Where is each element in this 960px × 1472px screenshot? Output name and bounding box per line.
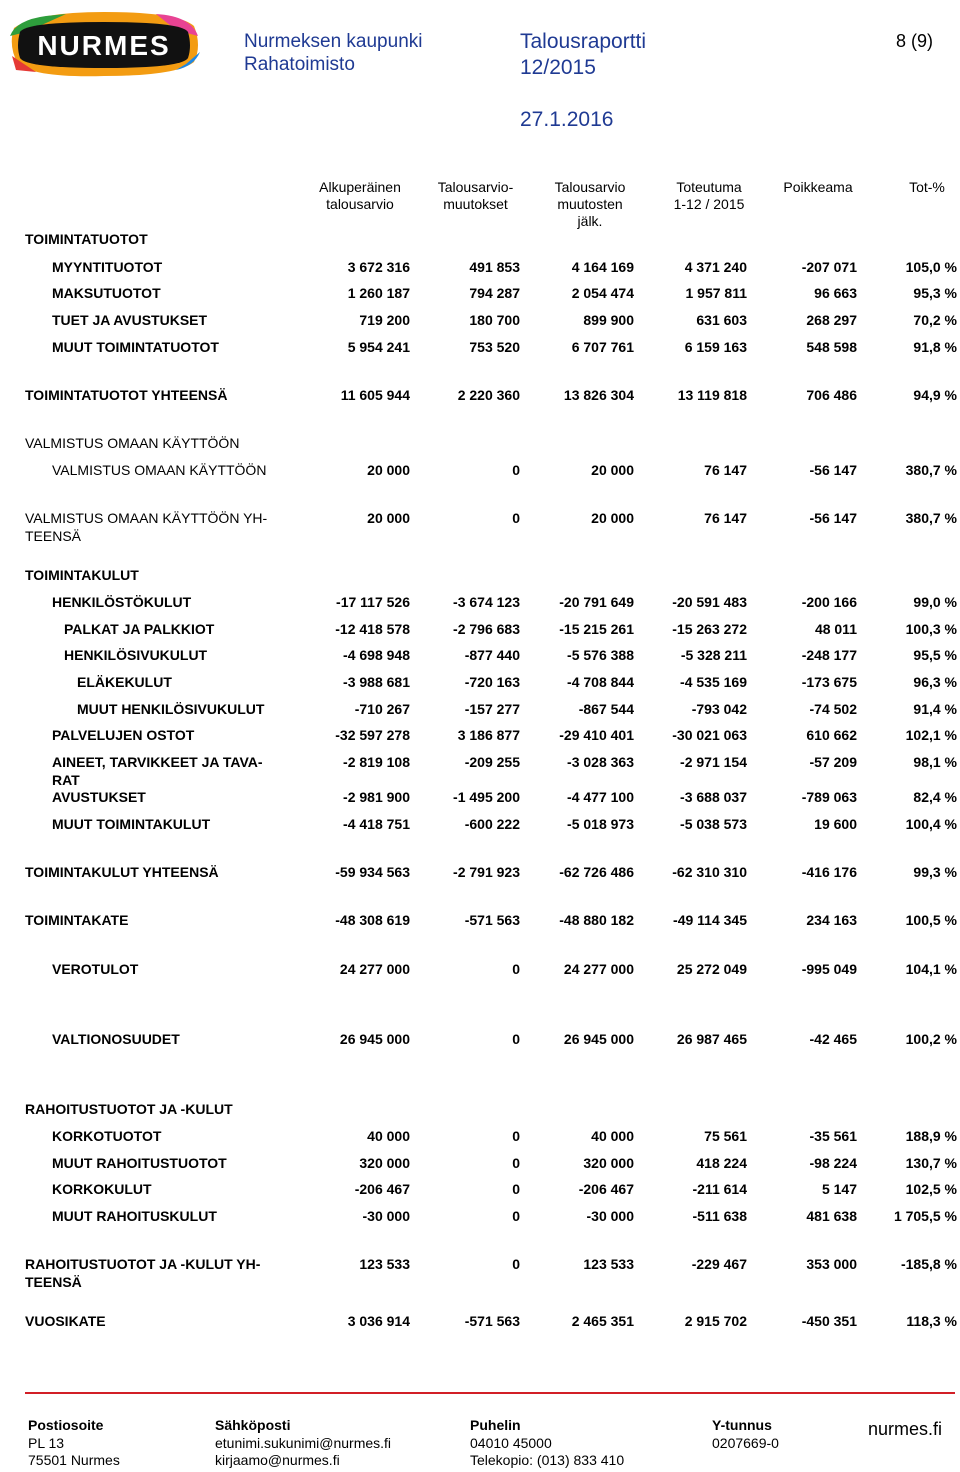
cell-budget-changes: 180 700 [469, 312, 520, 328]
cell-percent: 100,5 % [905, 912, 957, 928]
row-label: KORKOTUOTOT [52, 1128, 162, 1144]
row-label: TOIMINTAKULUT YHTEENSÄ [25, 864, 219, 880]
table-row [0, 1207, 960, 1225]
cell-budget-after-changes: -5 576 388 [567, 647, 634, 663]
cell-actual: 25 272 049 [676, 961, 747, 977]
cell-budget-after-changes: 20 000 [591, 510, 634, 526]
table-row [0, 815, 960, 833]
cell-deviation: -995 049 [801, 961, 857, 977]
cell-budget-changes: 753 520 [469, 339, 520, 355]
cell-percent: 102,1 % [905, 727, 957, 743]
cell-budget-changes: -1 495 200 [453, 789, 520, 805]
footer-ytunnus-value: 0207669-0 [712, 1435, 779, 1451]
cell-actual: 4 371 240 [684, 259, 747, 275]
cell-original-budget: 40 000 [367, 1128, 410, 1144]
table-row [0, 726, 960, 744]
footer-website-link[interactable]: nurmes.fi [868, 1419, 943, 1439]
cell-deviation: 234 163 [806, 912, 857, 928]
cell-actual: 76 147 [704, 510, 747, 526]
row-label: MYYNTITUOTOT [52, 259, 163, 275]
report-period: 12/2015 [520, 56, 596, 79]
cell-budget-changes: -209 255 [464, 754, 520, 770]
row-label: MUUT TOIMINTATUOTOT [52, 339, 219, 355]
cell-percent: 82,4 % [913, 789, 957, 805]
cell-budget-changes: -2 791 923 [453, 864, 520, 880]
cell-deviation: -248 177 [801, 647, 857, 663]
dept-name: Rahatoimisto [244, 54, 355, 75]
cell-actual: 6 159 163 [684, 339, 747, 355]
cell-budget-after-changes: -4 477 100 [567, 789, 634, 805]
cell-percent: 380,7 % [905, 462, 957, 478]
section-title-toimintatuotot: TOIMINTATUOTOT [25, 231, 148, 247]
cell-budget-after-changes: -29 410 401 [559, 727, 634, 743]
cell-deviation: -98 224 [809, 1155, 857, 1171]
cell-original-budget: 719 200 [359, 312, 410, 328]
col-header-original-budget: Alkuperäinen talousarvio [319, 179, 401, 212]
cell-deviation: -74 502 [809, 701, 857, 717]
cell-budget-after-changes: -15 215 261 [559, 621, 634, 637]
cell-actual: 1 957 811 [685, 285, 747, 301]
footer-phone-line1: 04010 45000 [470, 1435, 552, 1451]
cell-percent: -185,8 % [900, 1256, 957, 1272]
row-label: HENKILÖSTÖKULUT [52, 594, 192, 610]
cell-original-budget: 26 945 000 [339, 1031, 410, 1047]
footer-rule [25, 1392, 955, 1394]
cell-original-budget: -48 308 619 [335, 912, 410, 928]
cell-deviation: -56 147 [809, 462, 857, 478]
col-header-budget-after-changes: Talousarvio muutosten jälk. [554, 179, 626, 229]
cell-actual: -793 042 [691, 701, 747, 717]
cell-budget-after-changes: 24 277 000 [563, 961, 634, 977]
report-date: 27.1.2016 [520, 108, 614, 131]
cell-original-budget: -4 418 751 [343, 816, 410, 832]
table-row [0, 593, 960, 611]
col-header-deviation: Poikkeama [783, 179, 853, 195]
col-header-budget-changes: Talousarvio- muutokset [437, 179, 514, 212]
cell-original-budget: -59 934 563 [335, 864, 410, 880]
cell-budget-changes: 0 [512, 462, 520, 478]
cell-percent: 105,0 % [905, 259, 957, 275]
cell-budget-changes: 0 [512, 510, 520, 526]
cell-original-budget: -12 418 578 [335, 621, 410, 637]
cell-original-budget: 123 533 [359, 1256, 410, 1272]
cell-original-budget: 320 000 [359, 1155, 410, 1171]
row-label: PALVELUJEN OSTOT [52, 727, 195, 743]
row-label: VALMISTUS OMAAN KÄYTTÖÖN [25, 435, 240, 451]
cell-budget-changes: -571 563 [464, 912, 520, 928]
cell-original-budget: -2 819 108 [343, 754, 410, 770]
table-row [0, 386, 960, 404]
col-header-percent: Tot-% [909, 179, 945, 195]
table-row [0, 673, 960, 691]
cell-budget-after-changes: -3 028 363 [567, 754, 634, 770]
cell-percent: 100,3 % [905, 621, 957, 637]
cell-actual: -2 971 154 [680, 754, 747, 770]
table-row [0, 620, 960, 638]
row-label: VALMISTUS OMAAN KÄYTTÖÖN [52, 462, 267, 478]
cell-percent: 104,1 % [905, 961, 957, 977]
cell-actual: -4 535 169 [680, 674, 747, 690]
cell-budget-changes: 0 [512, 1031, 520, 1047]
table-row [0, 1127, 960, 1145]
cell-budget-after-changes: -48 880 182 [559, 912, 634, 928]
cell-budget-after-changes: 2 465 351 [571, 1313, 634, 1329]
cell-percent: 94,9 % [913, 387, 957, 403]
cell-original-budget: 1 260 187 [347, 285, 410, 301]
row-label: VALTIONOSUUDET [52, 1031, 180, 1047]
cell-actual: 76 147 [704, 462, 747, 478]
cell-budget-after-changes: 4 164 169 [571, 259, 634, 275]
col-header-actual: Toteutuma 1-12 / 2015 [673, 179, 745, 212]
cell-deviation: -450 351 [801, 1313, 857, 1329]
cell-original-budget: -3 988 681 [343, 674, 410, 690]
table-row [0, 700, 960, 718]
table-row [0, 1312, 960, 1330]
table-row [0, 338, 960, 356]
row-label-continuation: RAT [52, 772, 80, 788]
cell-actual: -15 263 272 [672, 621, 747, 637]
cell-original-budget: -206 467 [354, 1181, 410, 1197]
table-row [0, 509, 960, 544]
cell-budget-changes: 0 [512, 1155, 520, 1171]
cell-budget-after-changes: 320 000 [583, 1155, 634, 1171]
cell-deviation: -207 071 [801, 259, 857, 275]
cell-actual: 26 987 465 [676, 1031, 747, 1047]
cell-budget-changes: -600 222 [464, 816, 520, 832]
cell-budget-changes: 3 186 877 [457, 727, 520, 743]
row-label: HENKILÖSIVUKULUT [64, 647, 208, 663]
cell-actual: -62 310 310 [672, 864, 747, 880]
cell-percent: 98,1 % [913, 754, 957, 770]
cell-deviation: -56 147 [809, 510, 857, 526]
cell-percent: 100,2 % [905, 1031, 957, 1047]
cell-deviation: 96 663 [814, 285, 857, 301]
footer-email-line2[interactable]: kirjaamo@nurmes.fi [215, 1452, 340, 1468]
table-row [0, 461, 960, 479]
table-row [0, 1030, 960, 1048]
cell-budget-after-changes: -30 000 [586, 1208, 634, 1224]
cell-budget-changes: 0 [512, 1208, 520, 1224]
cell-percent: 188,9 % [905, 1128, 957, 1144]
cell-original-budget: 24 277 000 [339, 961, 410, 977]
cell-actual: -30 021 063 [672, 727, 747, 743]
cell-original-budget: -710 267 [354, 701, 410, 717]
cell-budget-changes: 491 853 [469, 259, 520, 275]
table-row [0, 566, 960, 584]
cell-deviation: 48 011 [814, 621, 857, 637]
table-row [0, 1180, 960, 1198]
cell-deviation: -42 465 [809, 1031, 857, 1047]
footer-phone-heading: Puhelin [470, 1417, 521, 1433]
cell-budget-changes: -2 796 683 [453, 621, 520, 637]
cell-budget-after-changes: 123 533 [583, 1256, 634, 1272]
cell-budget-changes: -571 563 [464, 1313, 520, 1329]
cell-original-budget: 20 000 [367, 510, 410, 526]
row-label: VEROTULOT [52, 961, 139, 977]
cell-deviation: -789 063 [801, 789, 857, 805]
cell-original-budget: -30 000 [362, 1208, 410, 1224]
table-row [0, 1100, 960, 1118]
cell-percent: 100,4 % [905, 816, 957, 832]
row-label: KORKOKULUT [52, 1181, 152, 1197]
cell-budget-changes: -3 674 123 [453, 594, 520, 610]
cell-actual: -511 638 [692, 1208, 747, 1224]
cell-budget-after-changes: 2 054 474 [571, 285, 634, 301]
footer-email-line1[interactable]: etunimi.sukunimi@nurmes.fi [215, 1435, 392, 1451]
cell-percent: 102,5 % [905, 1181, 957, 1197]
cell-original-budget: -4 698 948 [343, 647, 410, 663]
cell-percent: 99,3 % [913, 864, 957, 880]
cell-original-budget: 20 000 [367, 462, 410, 478]
cell-budget-changes: -157 277 [464, 701, 520, 717]
cell-original-budget: -2 981 900 [343, 789, 410, 805]
cell-actual: -49 114 345 [673, 912, 747, 928]
cell-budget-after-changes: -206 467 [578, 1181, 634, 1197]
cell-original-budget: 3 036 914 [347, 1313, 410, 1329]
row-label: TOIMINTAKATE [25, 912, 129, 928]
cell-deviation: 481 638 [806, 1208, 857, 1224]
cell-actual: 2 915 702 [684, 1313, 747, 1329]
cell-percent: 380,7 % [905, 510, 957, 526]
cell-budget-after-changes: 13 826 304 [563, 387, 634, 403]
cell-budget-changes: 0 [512, 1256, 520, 1272]
row-label-continuation: TEENSÄ [25, 528, 82, 544]
cell-budget-after-changes: 40 000 [591, 1128, 634, 1144]
cell-budget-changes: 0 [512, 1181, 520, 1197]
row-label: MUUT RAHOITUSKULUT [52, 1208, 217, 1224]
page-number: 8 (9) [896, 31, 934, 51]
footer-phone-line2: Telekopio: (013) 833 410 [470, 1452, 625, 1468]
cell-budget-after-changes: -867 544 [578, 701, 634, 717]
cell-deviation: 5 147 [821, 1181, 857, 1197]
table-row [0, 960, 960, 978]
cell-deviation: 19 600 [814, 816, 857, 832]
cell-budget-changes: -877 440 [464, 647, 520, 663]
table-row [0, 911, 960, 929]
cell-original-budget: 11 605 944 [340, 387, 410, 403]
row-label: TOIMINTAKULUT [25, 567, 139, 583]
cell-percent: 91,4 % [913, 701, 957, 717]
footer-postiosoite-line2: 75501 Nurmes [28, 1452, 120, 1468]
cell-budget-changes: 2 220 360 [457, 387, 520, 403]
cell-budget-changes: 0 [512, 961, 520, 977]
row-label: TUET JA AVUSTUKSET [52, 312, 208, 328]
cell-actual: -3 688 037 [680, 789, 747, 805]
row-label: MAKSUTUOTOT [52, 285, 161, 301]
cell-budget-after-changes: -20 791 649 [559, 594, 634, 610]
cell-actual: 631 603 [696, 312, 747, 328]
cell-deviation: -35 561 [809, 1128, 857, 1144]
row-label: MUUT TOIMINTAKULUT [52, 816, 211, 832]
nurmes-logo [6, 6, 202, 82]
table-row [0, 434, 960, 452]
cell-budget-after-changes: 6 707 761 [571, 339, 634, 355]
cell-actual: -229 467 [691, 1256, 747, 1272]
cell-percent: 96,3 % [913, 674, 957, 690]
cell-original-budget: 5 954 241 [347, 339, 410, 355]
cell-budget-after-changes: 20 000 [591, 462, 634, 478]
report-title: Talousraportti [520, 30, 647, 53]
cell-actual: 75 561 [704, 1128, 747, 1144]
footer-postiosoite-heading: Postiosoite [28, 1417, 104, 1433]
cell-original-budget: -17 117 526 [336, 594, 410, 610]
cell-percent: 70,2 % [913, 312, 957, 328]
table-row [0, 1255, 960, 1290]
table-row [0, 258, 960, 276]
row-label-continuation: TEENSÄ [25, 1274, 82, 1290]
table-row [0, 311, 960, 329]
org-name: Nurmeksen kaupunki [244, 31, 423, 52]
cell-percent: 99,0 % [913, 594, 957, 610]
table-row [0, 1154, 960, 1172]
row-label: AINEET, TARVIKKEET JA TAVA- [52, 754, 263, 770]
cell-actual: 418 224 [696, 1155, 747, 1171]
cell-budget-after-changes: 26 945 000 [563, 1031, 634, 1047]
cell-percent: 118,3 % [906, 1313, 957, 1329]
cell-original-budget: 3 672 316 [347, 259, 410, 275]
row-label: AVUSTUKSET [52, 789, 146, 805]
row-label: ELÄKEKULUT [77, 674, 172, 690]
cell-deviation: 353 000 [806, 1256, 857, 1272]
cell-budget-after-changes: -4 708 844 [567, 674, 634, 690]
cell-actual: -5 038 573 [680, 816, 747, 832]
cell-actual: 13 119 818 [677, 387, 747, 403]
footer-email-heading: Sähköposti [215, 1417, 291, 1433]
row-label: PALKAT JA PALKKIOT [64, 621, 215, 637]
cell-percent: 95,3 % [913, 285, 957, 301]
logo-text: NURMES [37, 30, 171, 61]
table-row [0, 284, 960, 302]
row-label: RAHOITUSTUOTOT JA -KULUT [25, 1101, 233, 1117]
cell-budget-after-changes: 899 900 [583, 312, 634, 328]
cell-deviation: 548 598 [806, 339, 857, 355]
cell-actual: -20 591 483 [672, 594, 747, 610]
footer-postiosoite-line1: PL 13 [28, 1435, 65, 1451]
footer-ytunnus-heading: Y-tunnus [712, 1417, 772, 1433]
cell-deviation: -200 166 [801, 594, 857, 610]
cell-percent: 95,5 % [913, 647, 957, 663]
cell-percent: 1 705,5 % [893, 1208, 957, 1224]
row-label: MUUT RAHOITUSTUOTOT [52, 1155, 227, 1171]
table-row [0, 863, 960, 881]
cell-actual: -5 328 211 [680, 647, 747, 663]
row-label: VUOSIKATE [25, 1313, 106, 1329]
cell-deviation: 268 297 [806, 312, 857, 328]
table-row [0, 646, 960, 664]
cell-budget-changes: 0 [512, 1128, 520, 1144]
cell-actual: -211 614 [692, 1181, 747, 1197]
cell-budget-after-changes: -5 018 973 [567, 816, 634, 832]
cell-original-budget: -32 597 278 [335, 727, 410, 743]
cell-deviation: -57 209 [809, 754, 857, 770]
table-row [0, 753, 960, 788]
cell-budget-after-changes: -62 726 486 [559, 864, 634, 880]
row-label: MUUT HENKILÖSIVUKULUT [77, 701, 265, 717]
cell-budget-changes: 794 287 [469, 285, 520, 301]
cell-percent: 91,8 % [913, 339, 957, 355]
table-row [0, 788, 960, 806]
row-label: RAHOITUSTUOTOT JA -KULUT YH- [25, 1256, 261, 1272]
row-label: VALMISTUS OMAAN KÄYTTÖÖN YH- [25, 510, 268, 526]
cell-percent: 130,7 % [905, 1155, 957, 1171]
cell-deviation: 610 662 [806, 727, 857, 743]
cell-deviation: -416 176 [801, 864, 857, 880]
cell-deviation: 706 486 [806, 387, 857, 403]
row-label: TOIMINTATUOTOT YHTEENSÄ [25, 387, 228, 403]
cell-deviation: -173 675 [801, 674, 857, 690]
cell-budget-changes: -720 163 [464, 674, 520, 690]
